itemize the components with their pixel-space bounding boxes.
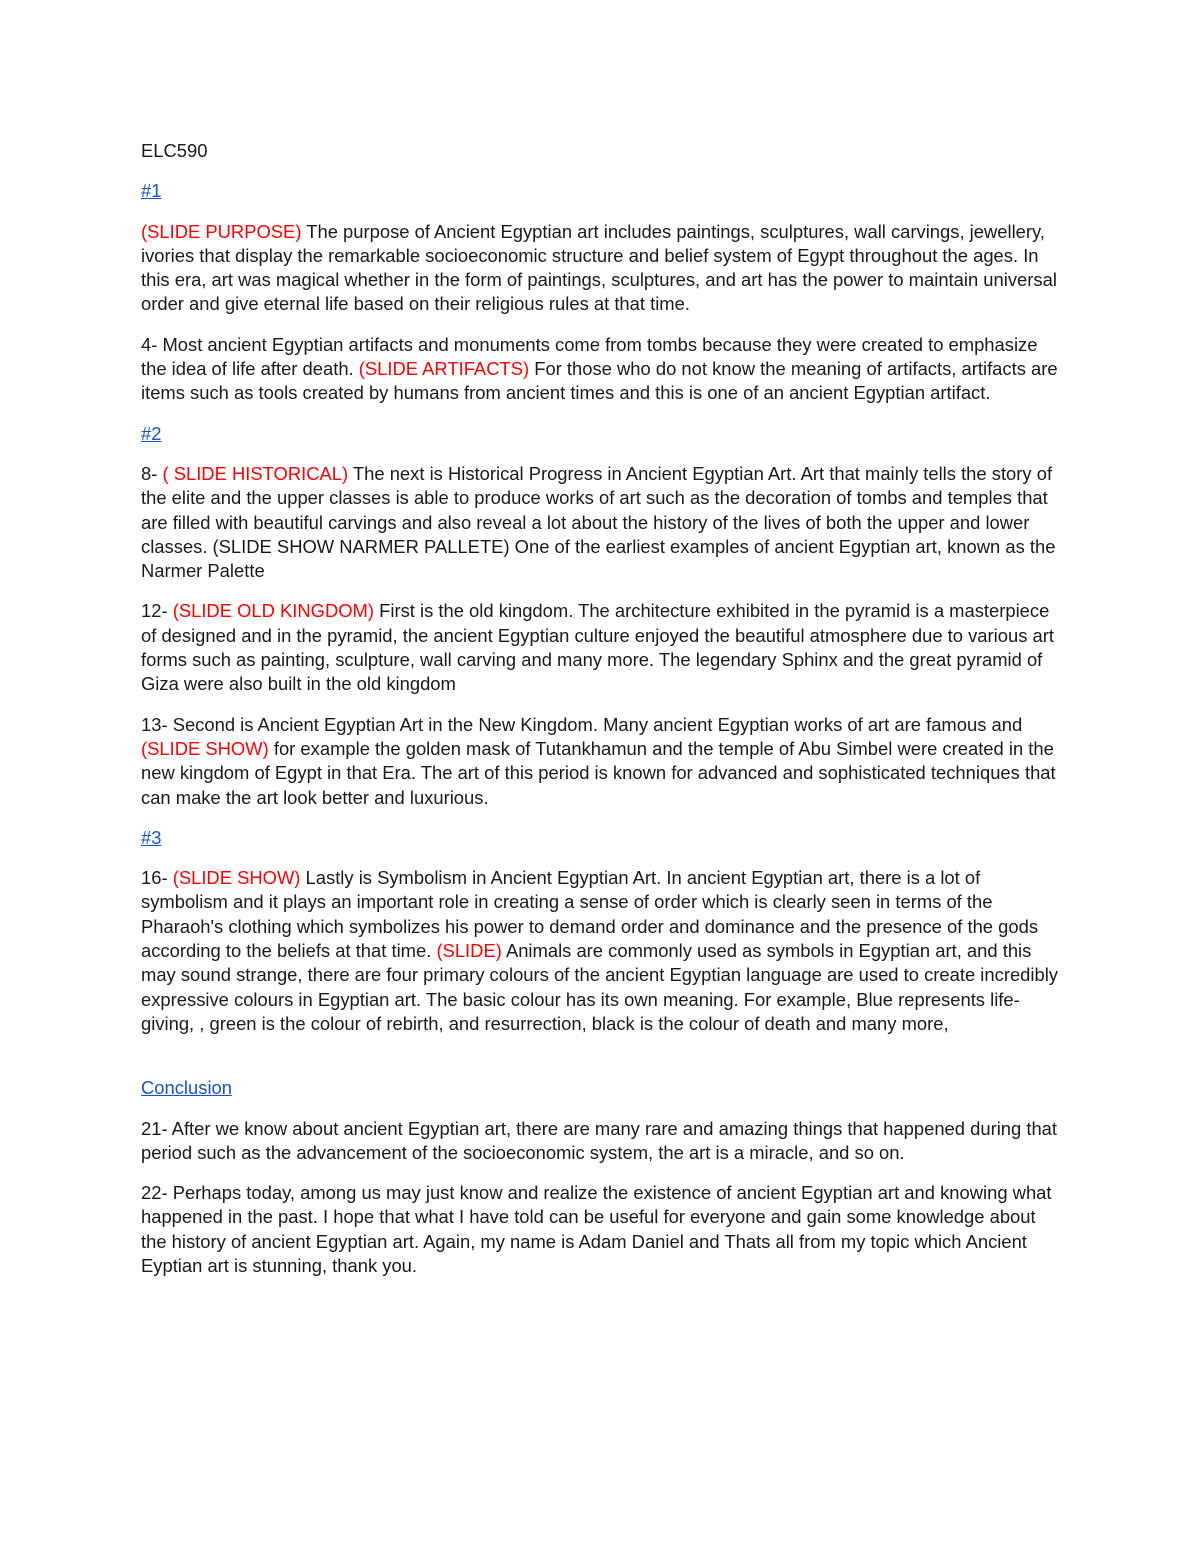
paragraph-text: Lastly is Symbolism in Ancient Egyptian Art. In ancient Egyptian art, there is a lot of symbolism and it plays an important role in creating a sense of order which is clearly seen in terms of the Pharaoh's clothing which symbolizes his power to demand order and dominance and the presence of the gods according to the beliefs at that time. xyxy=(141,867,1039,962)
section-link-3[interactable]: #3 xyxy=(141,826,162,848)
paragraph-text: Animals are commonly used as symbols in Egyptian art, and this may sound strange, there are four primary colours of the ancient Egyptian language are used to create incredibly expressive colours in Egyptian art. The basic colour has its own meaning. For example, Blue represents life-giving, , green is the colour of rebirth, and resurrection, black is the colour of death and many more, xyxy=(141,940,1058,1034)
paragraph-text: for example the golden mask of Tutankhamun and the temple of Abu Simbel were created in the new kingdom of Egypt in that Era. The art of this period is known for advanced and sophisticated techniques that can make the art look better and luxurious. xyxy=(141,737,1056,808)
document-page xyxy=(141,139,1061,1294)
paragraph-text: The purpose of Ancient Egyptian art includes paintings, sculptures, wall carvings, jewellery, ivories that display the remarkable socioeconomic structure and belief system of Egypt throughout the ages. In this era, art was magical whether in the form of paintings, sculptures, and art has the power to maintain universal order and give eternal life based on their religious rules at that time. xyxy=(141,220,1057,315)
section-heading-2 xyxy=(141,422,1061,446)
paragraph-text: 13- Second is Ancient Egyptian Art in the New Kingdom. Many ancient Egyptian works of art are famous and xyxy=(141,713,1023,735)
paragraph-text: 12- xyxy=(141,600,173,622)
paragraph-text: 16- xyxy=(141,867,173,889)
paragraph-13 xyxy=(141,713,1061,810)
paragraph-16 xyxy=(141,866,1061,1036)
paragraph-12 xyxy=(141,599,1061,696)
slide-tag: (SLIDE PURPOSE) xyxy=(141,220,302,242)
paragraph-slide-purpose xyxy=(141,220,1061,317)
section-heading-1 xyxy=(141,179,1061,203)
section-link-1[interactable]: #1 xyxy=(141,180,162,202)
paragraph-text: For those who do not know the meaning of artifacts, artifacts are items such as tools created by humans from ancient times and this is one of an ancient Egyptian artifact. xyxy=(141,358,1058,404)
paragraph-4 xyxy=(141,333,1061,406)
slide-tag: (SLIDE SHOW) xyxy=(172,867,301,889)
slide-tag: (SLIDE) xyxy=(436,940,502,962)
paragraph-22: 22- Perhaps today, among us may just know and realize the existence of ancient Egyptian art and knowing what happened in the past. I hope that what I have told can be useful for everyone and gain some knowledge about the history of ancient Egyptian art. Again, my name is Adam Daniel and Thats all from my topic which Ancient Eyptian art is stunning, thank you. xyxy=(141,1182,1052,1276)
paragraph-21: 21- After we know about ancient Egyptian art, there are many rare and amazing things that happened during that period such as the advancement of the socioeconomic system, the art is a miracle, and so on. xyxy=(141,1117,1058,1163)
slide-tag: ( SLIDE HISTORICAL) xyxy=(162,462,349,484)
paragraph-text: First is the old kingdom. The architecture exhibited in the pyramid is a masterpiece of designed and in the pyramid, the ancient Egyptian culture enjoyed the beautiful atmosphere due to various art forms such as painting, sculpture, wall carving and many more. The legendary Sphinx and the great pyramid of Giza were also built in the old kingdom xyxy=(141,600,1054,695)
section-link-conclusion[interactable]: Conclusion xyxy=(141,1077,232,1099)
section-link-2[interactable]: #2 xyxy=(141,422,162,444)
blank-line xyxy=(141,1052,1061,1076)
paragraph-8 xyxy=(141,462,1061,583)
slide-tag: (SLIDE SHOW) xyxy=(141,737,269,759)
document-title: ELC590 xyxy=(141,140,208,161)
paragraph-text: 4- Most ancient Egyptian artifacts and monuments come from tombs because they were created to emphasize the idea of life after death. xyxy=(141,333,1038,380)
paragraph-text: The next is Historical Progress in Ancient Egyptian Art. Art that mainly tells the story of the elite and the upper classes is able to produce works of art such as the decoration of tombs and temples that are filled with beautiful carvings and also reveal a lot about the history of the lives of both the upper and lower classes. (SLIDE SHOW NARMER PALLETE) One of the earliest examples of ancient Egyptian art, known as the Narmer Palette xyxy=(141,462,1056,582)
section-heading-3 xyxy=(141,826,1061,850)
section-heading-conclusion xyxy=(141,1076,1061,1100)
slide-tag: (SLIDE ARTIFACTS) xyxy=(358,358,530,380)
paragraph-text: 8- xyxy=(141,462,163,484)
slide-tag: (SLIDE OLD KINGDOM) xyxy=(172,600,375,622)
